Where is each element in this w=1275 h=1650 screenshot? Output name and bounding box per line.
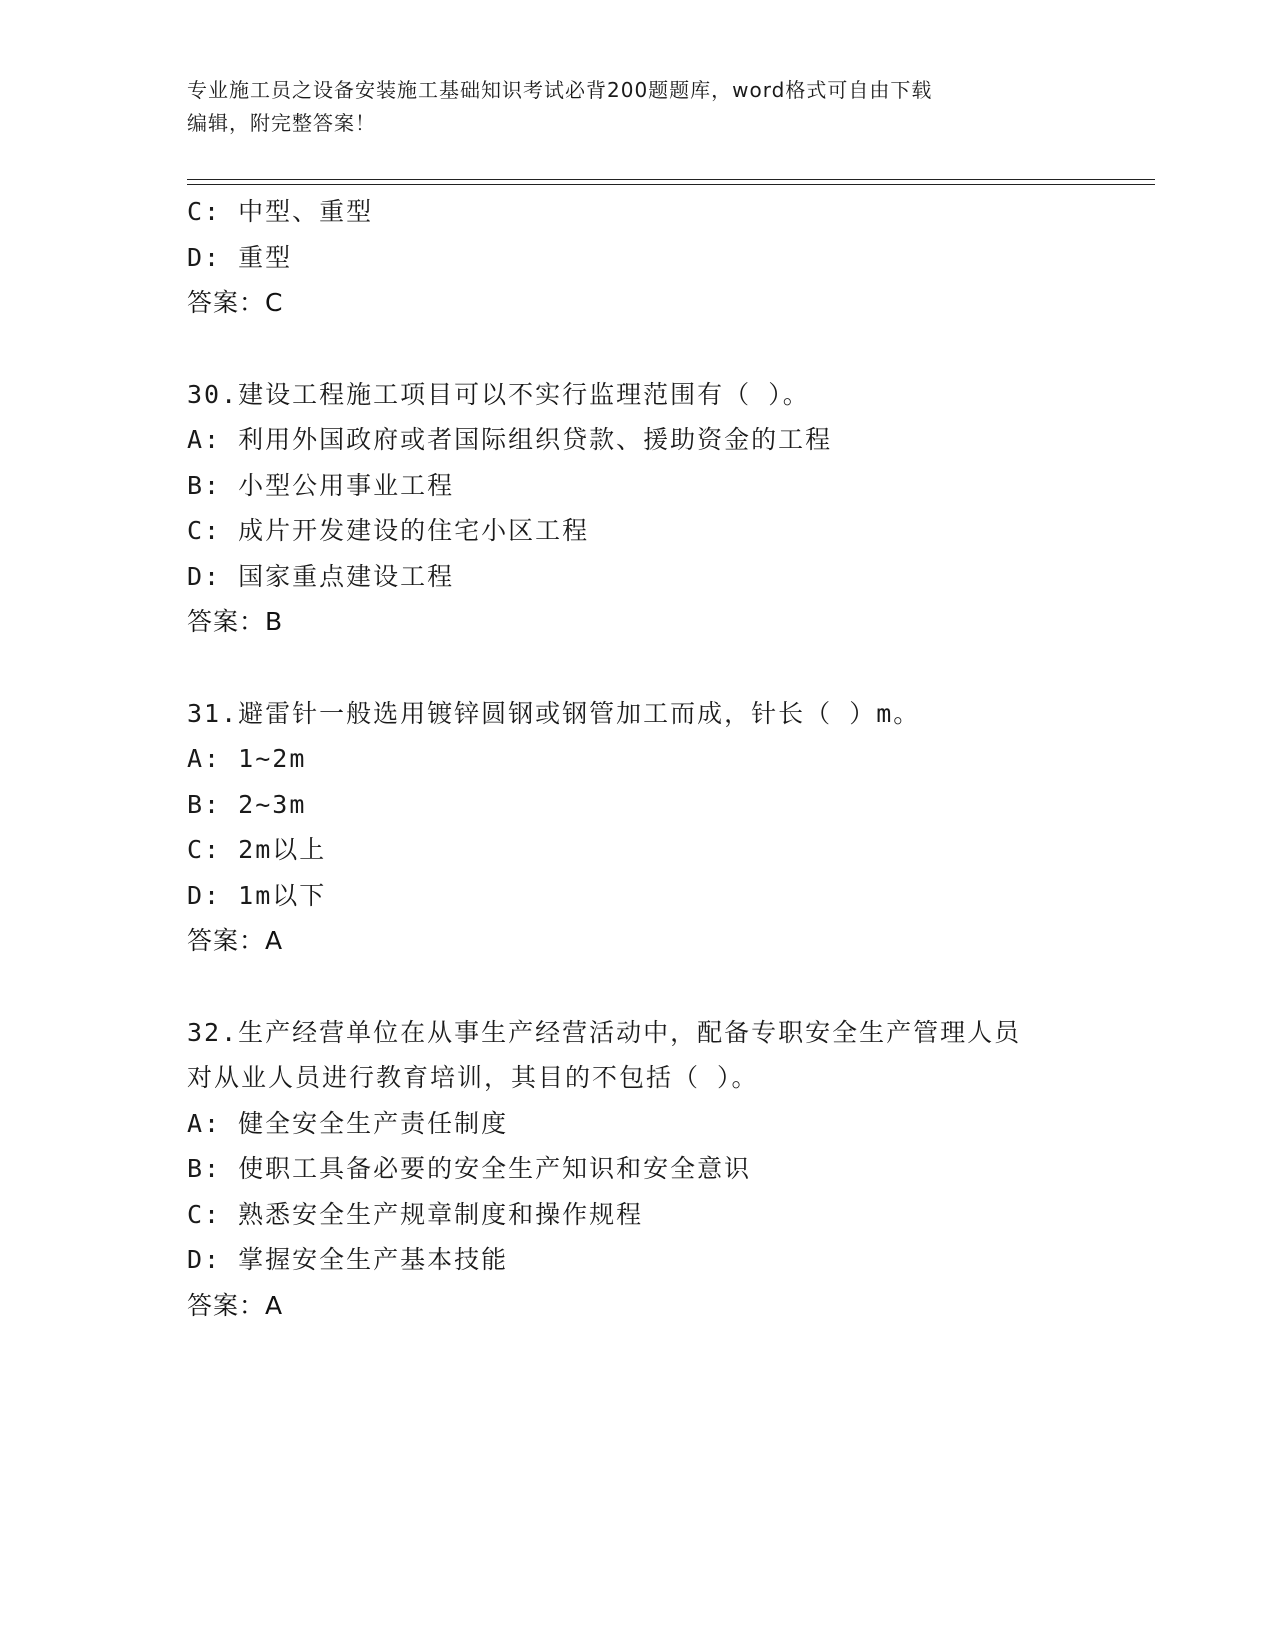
question-stem: 30.建设工程施工项目可以不实行监理范围有（ ）。 <box>187 379 810 409</box>
option-a: A: 利用外国政府或者国际组织贷款、援助资金的工程 <box>187 425 833 454</box>
option-c: C: 成片开发建设的住宅小区工程 <box>187 516 590 545</box>
question-stem-line-1: 32.生产经营单位在从事生产经营活动中，配备专职安全生产管理人员 <box>187 1017 1022 1047</box>
option-c: C: 熟悉安全生产规章制度和操作规程 <box>187 1199 644 1229</box>
answer-line: 答案：A <box>187 1290 284 1320</box>
header-divider-bottom <box>187 184 1155 185</box>
header-divider-top <box>187 179 1155 180</box>
question-32 <box>187 1010 1147 1329</box>
question-31 <box>187 691 1147 964</box>
option-b: B: 使职工具备必要的安全生产知识和安全意识 <box>187 1154 752 1183</box>
option-a: A: 1~2m <box>187 744 307 773</box>
option-d: D: 国家重点建设工程 <box>187 561 455 591</box>
option-b: B: 2~3m <box>187 789 307 819</box>
answer-line: 答案：A <box>187 926 284 955</box>
question-list <box>187 189 1147 1328</box>
question-29-continuation <box>187 189 1147 326</box>
header-line-1: 专业施工员之设备安装施工基础知识考试必背200题题库，word格式可自由下载 <box>187 78 933 102</box>
document-header <box>187 74 1087 140</box>
header-line-2: 编辑，附完整答案！ <box>187 111 376 135</box>
option-d: D: 掌握安全生产基本技能 <box>187 1245 509 1274</box>
question-stem: 31.避雷针一般选用镀锌圆钢或钢管加工而成，针长（ ）m。 <box>187 698 921 728</box>
question-stem-line-2: 对从业人员进行教育培训，其目的不包括（ ）。 <box>187 1063 759 1092</box>
option-c: C: 2m以上 <box>187 835 327 864</box>
option-b: B: 小型公用事业工程 <box>187 470 455 500</box>
answer-line: 答案：B <box>187 607 284 636</box>
answer-line: 答案：C <box>187 288 284 317</box>
option-a: A: 健全安全生产责任制度 <box>187 1108 509 1138</box>
option-c: C: 中型、重型 <box>187 197 374 226</box>
option-d: D: 1m以下 <box>187 880 327 910</box>
question-30 <box>187 372 1147 645</box>
option-d: D: 重型 <box>187 242 293 272</box>
